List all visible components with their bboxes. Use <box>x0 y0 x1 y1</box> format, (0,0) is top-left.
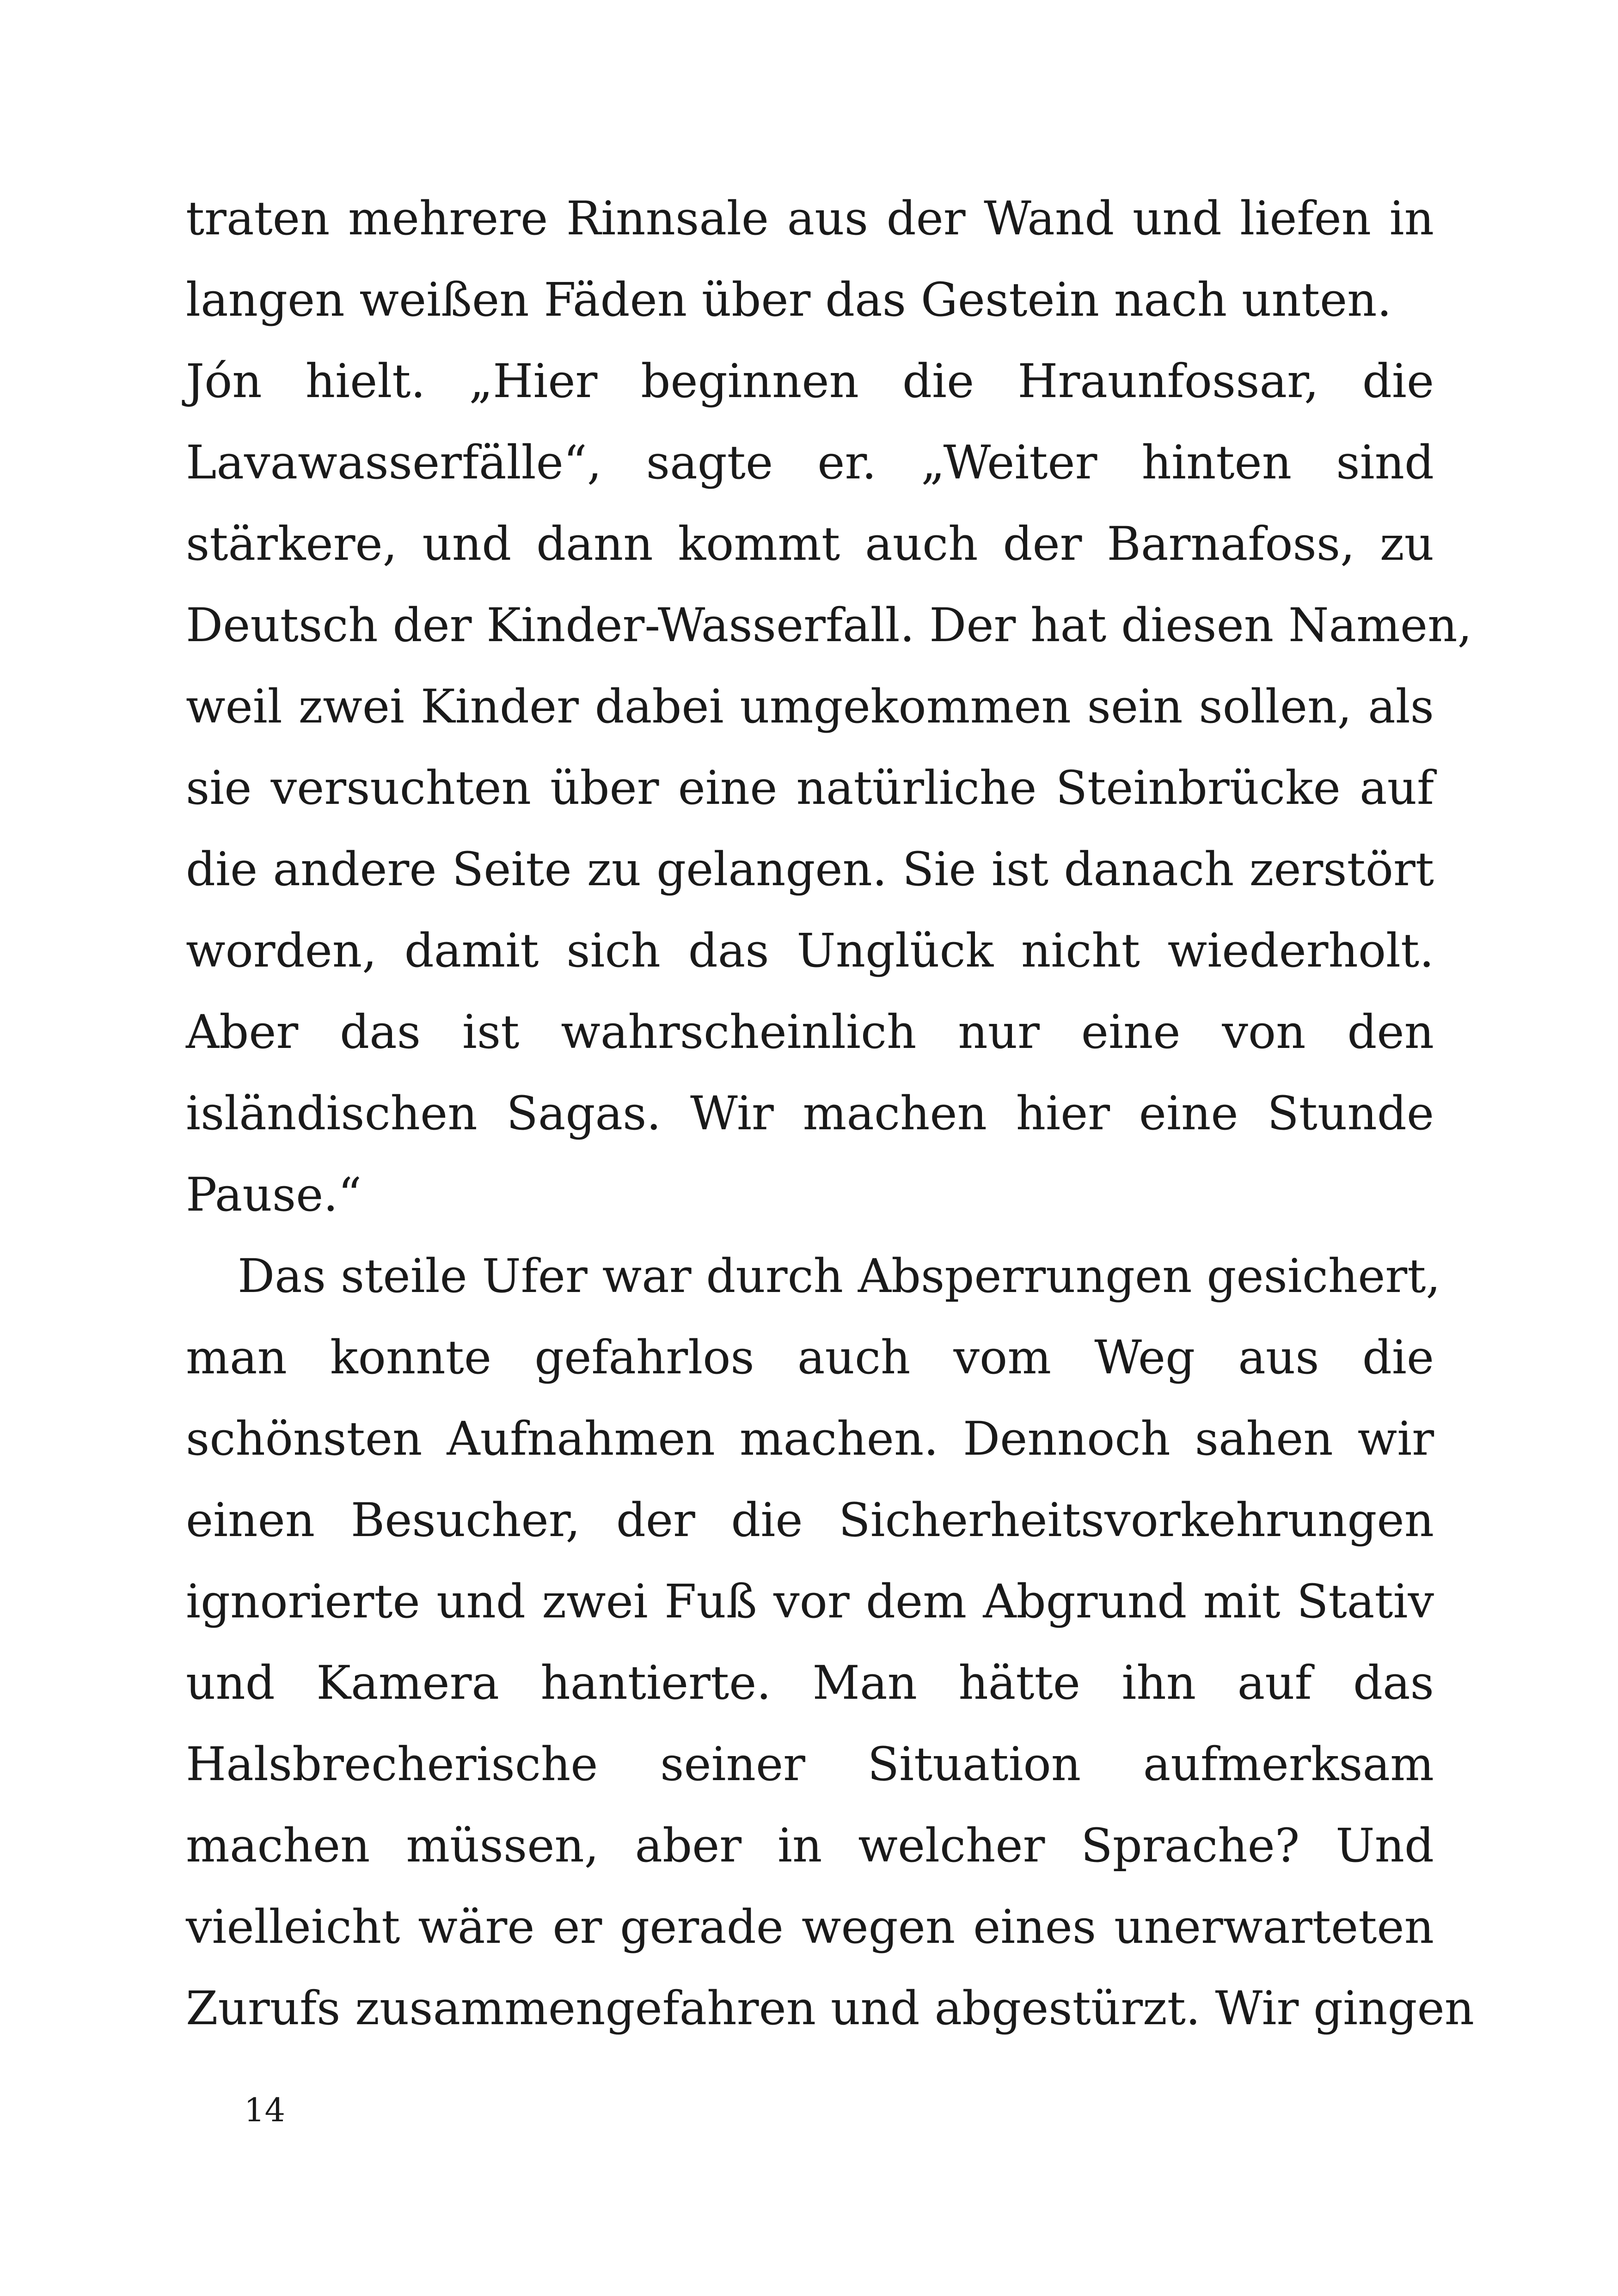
text-line: Halsbrecherische seiner Situation aufmerksam <box>186 1737 1434 1791</box>
text-line: man konnte gefahrlos auch vom Weg aus die <box>186 1330 1434 1384</box>
text-line: langen weißen Fäden über das Gestein nach unten. <box>186 273 1392 327</box>
text-line: vielleicht wäre er gerade wegen eines unerwarteten <box>186 1900 1434 1954</box>
text-line: weil zwei Kinder dabei umgekommen sein sollen, als <box>186 680 1434 734</box>
text-line: Jón hielt. „Hier beginnen die Hraunfossar, die <box>186 354 1434 408</box>
text-line: ignorierte und zwei Fuß vor dem Abgrund mit Stativ <box>186 1574 1434 1629</box>
text-line: die andere Seite zu gelangen. Sie ist danach zerstört <box>186 842 1434 896</box>
text-line: traten mehrere Rinnsale aus der Wand und liefen in <box>186 191 1434 245</box>
text-line: Aber das ist wahrscheinlich nur eine von den <box>186 1005 1434 1059</box>
text-line: worden, damit sich das Unglück nicht wiederholt. <box>186 924 1434 978</box>
page-number: 14 <box>244 2091 286 2129</box>
text-line: Deutsch der Kinder-Wasserfall. Der hat diesen Namen, <box>186 598 1472 652</box>
text-line: Zurufs zusammengefahren und abgestürzt. Wir gingen <box>186 1981 1475 2035</box>
text-line: Lavawasserfälle“, sagte er. „Weiter hinten sind <box>186 435 1434 490</box>
paragraph-first-line: Das steile Ufer war durch Absperrungen gesichert, <box>238 1249 1441 1303</box>
body-text <box>186 178 1475 2049</box>
text-line: stärkere, und dann kommt auch der Barnafoss, zu <box>186 517 1434 571</box>
text-line: sie versuchten über eine natürliche Steinbrücke auf <box>186 761 1434 815</box>
text-line: und Kamera hantierte. Man hätte ihn auf das <box>186 1656 1434 1710</box>
text-line: machen müssen, aber in welcher Sprache? Und <box>186 1818 1434 1873</box>
text-line: isländischen Sagas. Wir machen hier eine Stunde <box>186 1086 1434 1140</box>
text-line: einen Besucher, der die Sicherheitsvorkehrungen <box>186 1493 1434 1547</box>
text-line: schönsten Aufnahmen machen. Dennoch sahen wir <box>186 1412 1434 1466</box>
text-line: Pause.“ <box>186 1168 362 1222</box>
